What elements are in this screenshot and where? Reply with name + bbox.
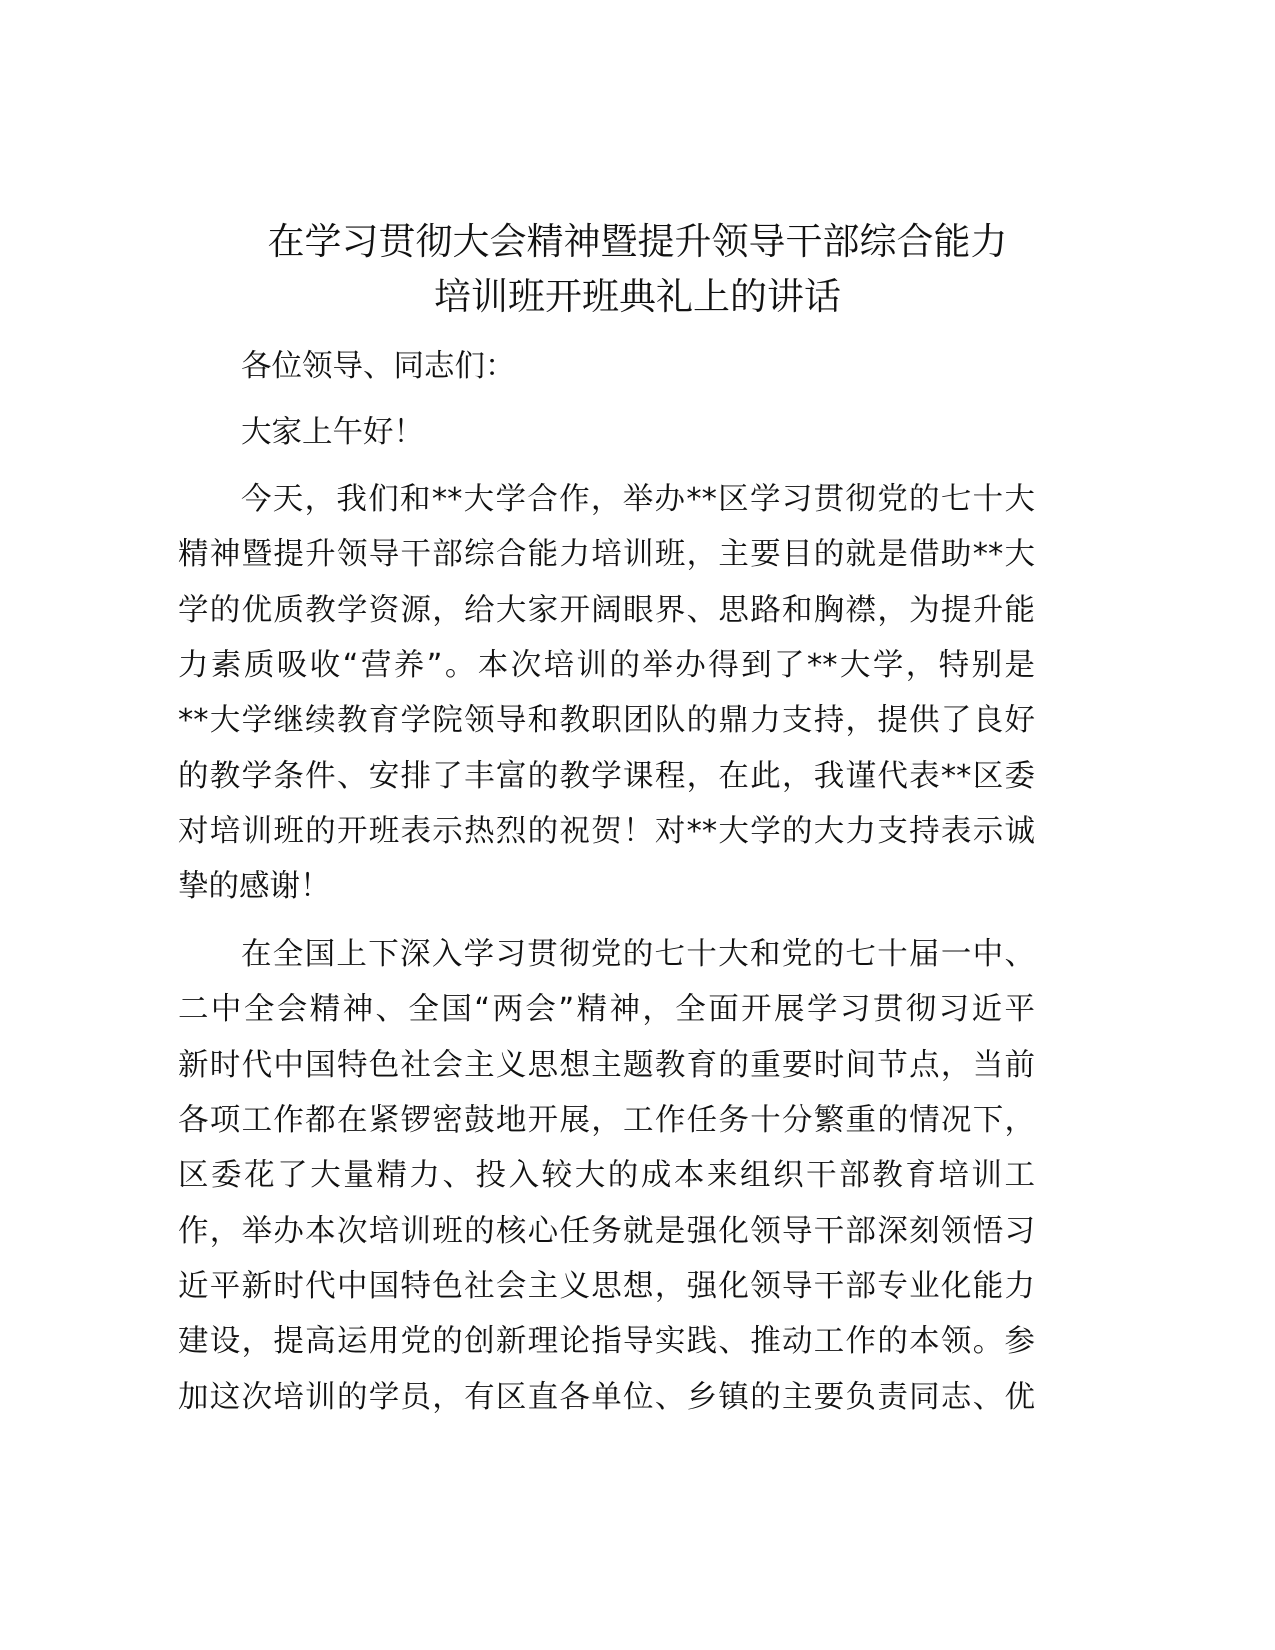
greeting: 大家上午好！ (241, 415, 424, 450)
paragraph-line: 新时代中国特色社会主义思想主题教育的重要时间节点，当前 (178, 1048, 1035, 1083)
paragraph-line: 今天，我们和**大学合作，举办**区学习贯彻党的七十大 (241, 482, 1035, 517)
document-title-line-2: 培训班开班典礼上的讲话 (434, 275, 841, 318)
paragraph-line: 近平新时代中国特色社会主义思想，强化领导干部专业化能力 (178, 1269, 1035, 1304)
paragraph-line: 作，举办本次培训班的核心任务就是强化领导干部深刻领悟习 (178, 1214, 1035, 1249)
paragraph-line: 建设，提高运用党的创新理论指导实践、推动工作的本领。参 (178, 1324, 1035, 1359)
paragraph-line: 各项工作都在紧锣密鼓地开展，工作任务十分繁重的情况下， (178, 1103, 1035, 1138)
document-title-line-1: 在学习贯彻大会精神暨提升领导干部综合能力 (267, 220, 1008, 263)
paragraph-line: 加这次培训的学员，有区直各单位、乡镇的主要负责同志、优 (178, 1380, 1035, 1415)
paragraph-line: 二中全会精神、全国“两会”精神，全面开展学习贯彻习近平 (178, 992, 1035, 1027)
paragraph-line: 学的优质教学资源，给大家开阔眼界、思路和胸襟，为提升能 (178, 593, 1035, 628)
paragraph-line: 力素质吸收“营养”。本次培训的举办得到了**大学，特别是 (178, 648, 1035, 683)
paragraph-line: 精神暨提升领导干部综合能力培训班，主要目的就是借助**大 (178, 537, 1035, 572)
paragraph-line: **大学继续教育学院领导和教职团队的鼎力支持，提供了良好 (178, 703, 1035, 738)
paragraph-line: 在全国上下深入学习贯彻党的七十大和党的七十届一中、 (241, 937, 1035, 972)
paragraph-line: 的教学条件、安排了丰富的教学课程，在此，我谨代表**区委 (178, 759, 1035, 794)
paragraph-line: 对培训班的开班表示热烈的祝贺！对**大学的大力支持表示诚 (178, 814, 1035, 849)
paragraph-line: 区委花了大量精力、投入较大的成本来组织干部教育培训工 (178, 1158, 1035, 1193)
salutation: 各位领导、同志们： (241, 349, 516, 384)
paragraph-line: 挚的感谢！ (178, 869, 331, 904)
